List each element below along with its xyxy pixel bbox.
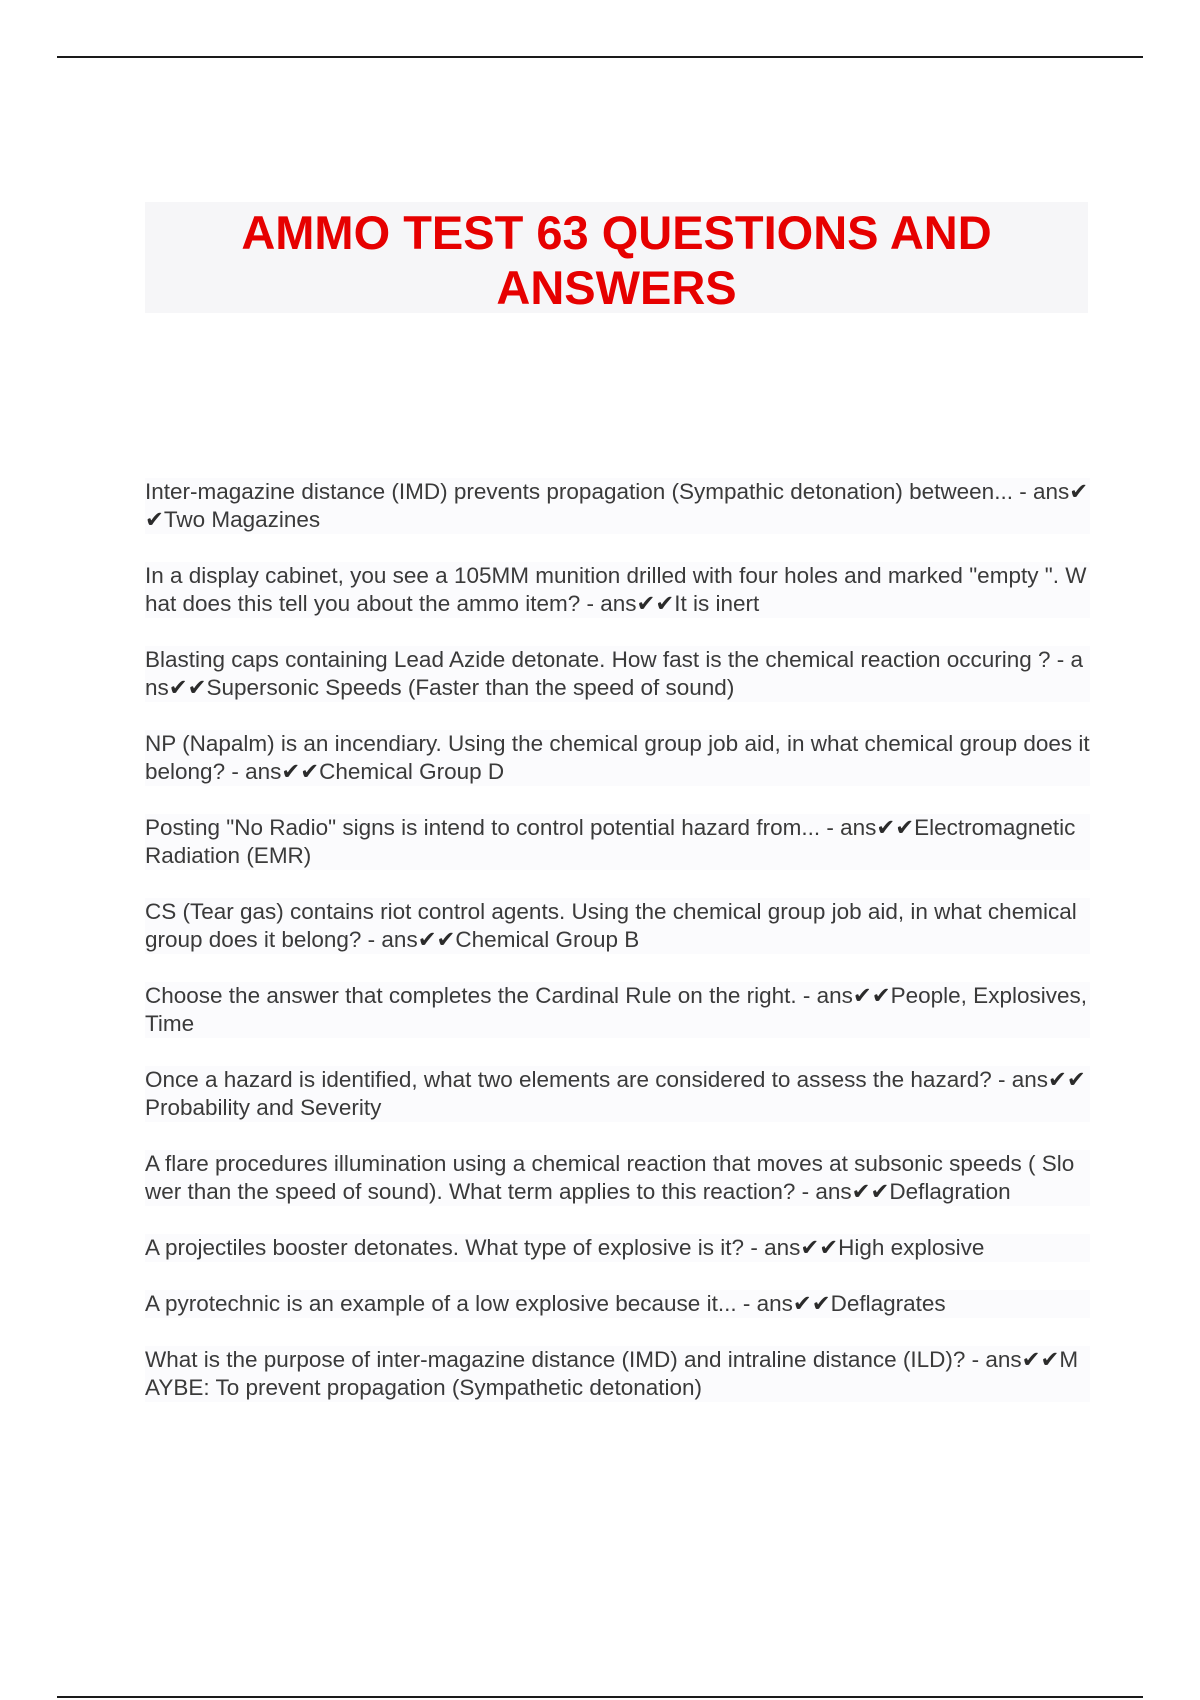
qa-item — [145, 814, 1090, 870]
top-rule — [57, 56, 1143, 58]
qa-item — [145, 478, 1090, 534]
answer-text: MAYBE: To prevent propagation (Sympathetic detonation) — [145, 1347, 1079, 1400]
question-text: A projectiles booster detonates. What type of explosive is it? — [145, 1235, 745, 1260]
title-line-2: ANSWERS — [496, 261, 737, 314]
qa-item — [145, 646, 1090, 702]
check-mark-icon: ✔✔ — [852, 983, 891, 1008]
question-text: What is the purpose of inter-magazine distance (IMD) and intraline distance (ILD)? — [145, 1347, 966, 1372]
question-text: Choose the answer that completes the Cardinal Rule on the right. — [145, 983, 797, 1008]
answer-text: It is inert — [674, 591, 760, 616]
check-mark-icon: ✔✔ — [876, 815, 915, 840]
separator: - — [1050, 647, 1071, 672]
question-text: CS (Tear gas) contains riot control agents. Using the chemical group job aid, in what chemical group does it belong? — [145, 899, 1077, 952]
answer-text: Chemical Group B — [455, 927, 640, 952]
answer-prefix: ans — [985, 1347, 1022, 1372]
question-text: Inter-magazine distance (IMD) prevents propagation (Sympathic detonation) between... — [145, 479, 1013, 504]
answer-prefix: ans — [145, 647, 1084, 700]
check-mark-icon: ✔✔ — [1048, 1067, 1086, 1092]
qa-item — [145, 1234, 1090, 1262]
separator: - — [736, 1291, 757, 1316]
separator: - — [580, 591, 601, 616]
separator: - — [361, 927, 382, 952]
answer-prefix: ans — [816, 983, 853, 1008]
question-text: NP (Napalm) is an incendiary. Using the chemical group job aid, in what chemical group does it belong? — [145, 731, 1090, 784]
separator: - — [965, 1347, 986, 1372]
answer-text: Supersonic Speeds (Faster than the speed of sound) — [206, 675, 735, 700]
title-banner — [145, 202, 1088, 313]
document-title — [145, 202, 1088, 315]
check-mark-icon: ✔✔ — [145, 479, 1089, 532]
question-text: Once a hazard is identified, what two elements are considered to assess the hazard? — [145, 1067, 992, 1092]
answer-prefix: ans — [245, 759, 282, 784]
answer-prefix: ans — [764, 1235, 801, 1260]
qa-item — [145, 982, 1090, 1038]
answer-prefix: ans — [1011, 1067, 1049, 1092]
separator: - — [820, 815, 841, 840]
answer-text: People, Explosives, Time — [145, 983, 1087, 1036]
separator: - — [795, 1179, 816, 1204]
answer-text: Electromagnetic Radiation (EMR) — [145, 815, 1076, 868]
check-mark-icon: ✔✔ — [800, 1235, 839, 1260]
qa-item — [145, 730, 1090, 786]
check-mark-icon: ✔✔ — [636, 591, 675, 616]
qa-item — [145, 898, 1090, 954]
answer-text: Deflagration — [889, 1179, 1011, 1204]
qa-item — [145, 1346, 1090, 1402]
separator: - — [225, 759, 246, 784]
answer-text: High explosive — [838, 1235, 985, 1260]
answer-prefix: ans — [381, 927, 418, 952]
bottom-rule — [57, 1696, 1143, 1698]
qa-item — [145, 1290, 1090, 1318]
title-line-1: AMMO TEST 63 QUESTIONS AND — [241, 206, 992, 259]
qa-item — [145, 1150, 1090, 1206]
check-mark-icon: ✔✔ — [851, 1179, 890, 1204]
separator: - — [744, 1235, 765, 1260]
question-text: A flare procedures illumination using a chemical reaction that moves at subsonic speeds ( Slower than the speed of sound). What term applies to this reaction? — [145, 1151, 1075, 1204]
answer-prefix: ans — [840, 815, 877, 840]
qa-item — [145, 562, 1090, 618]
question-text: Posting "No Radio" signs is intend to control potential hazard from... — [145, 815, 821, 840]
answer-prefix: ans — [1032, 479, 1070, 504]
answer-text: Deflagrates — [830, 1291, 946, 1316]
answer-prefix: ans — [756, 1291, 793, 1316]
separator: - — [1012, 479, 1033, 504]
separator: - — [796, 983, 817, 1008]
check-mark-icon: ✔✔ — [281, 759, 320, 784]
check-mark-icon: ✔✔ — [792, 1291, 831, 1316]
answer-prefix: ans — [600, 591, 637, 616]
answer-text: Chemical Group D — [319, 759, 505, 784]
answer-text: Two Magazines — [163, 507, 321, 532]
question-text: In a display cabinet, you see a 105MM munition drilled with four holes and marked "empty ". What does this tell you about the ammo item? — [145, 563, 1087, 616]
question-text: Blasting caps containing Lead Azide detonate. How fast is the chemical reaction occuring ? — [145, 647, 1051, 672]
answer-prefix: ans — [815, 1179, 852, 1204]
answer-text: Probability and Severity — [145, 1095, 382, 1120]
qa-item — [145, 1066, 1090, 1122]
check-mark-icon: ✔✔ — [417, 927, 456, 952]
question-text: A pyrotechnic is an example of a low explosive because it... — [145, 1291, 737, 1316]
separator: - — [991, 1067, 1012, 1092]
check-mark-icon: ✔✔ — [1021, 1347, 1060, 1372]
check-mark-icon: ✔✔ — [168, 675, 207, 700]
qa-list — [145, 478, 1090, 1430]
